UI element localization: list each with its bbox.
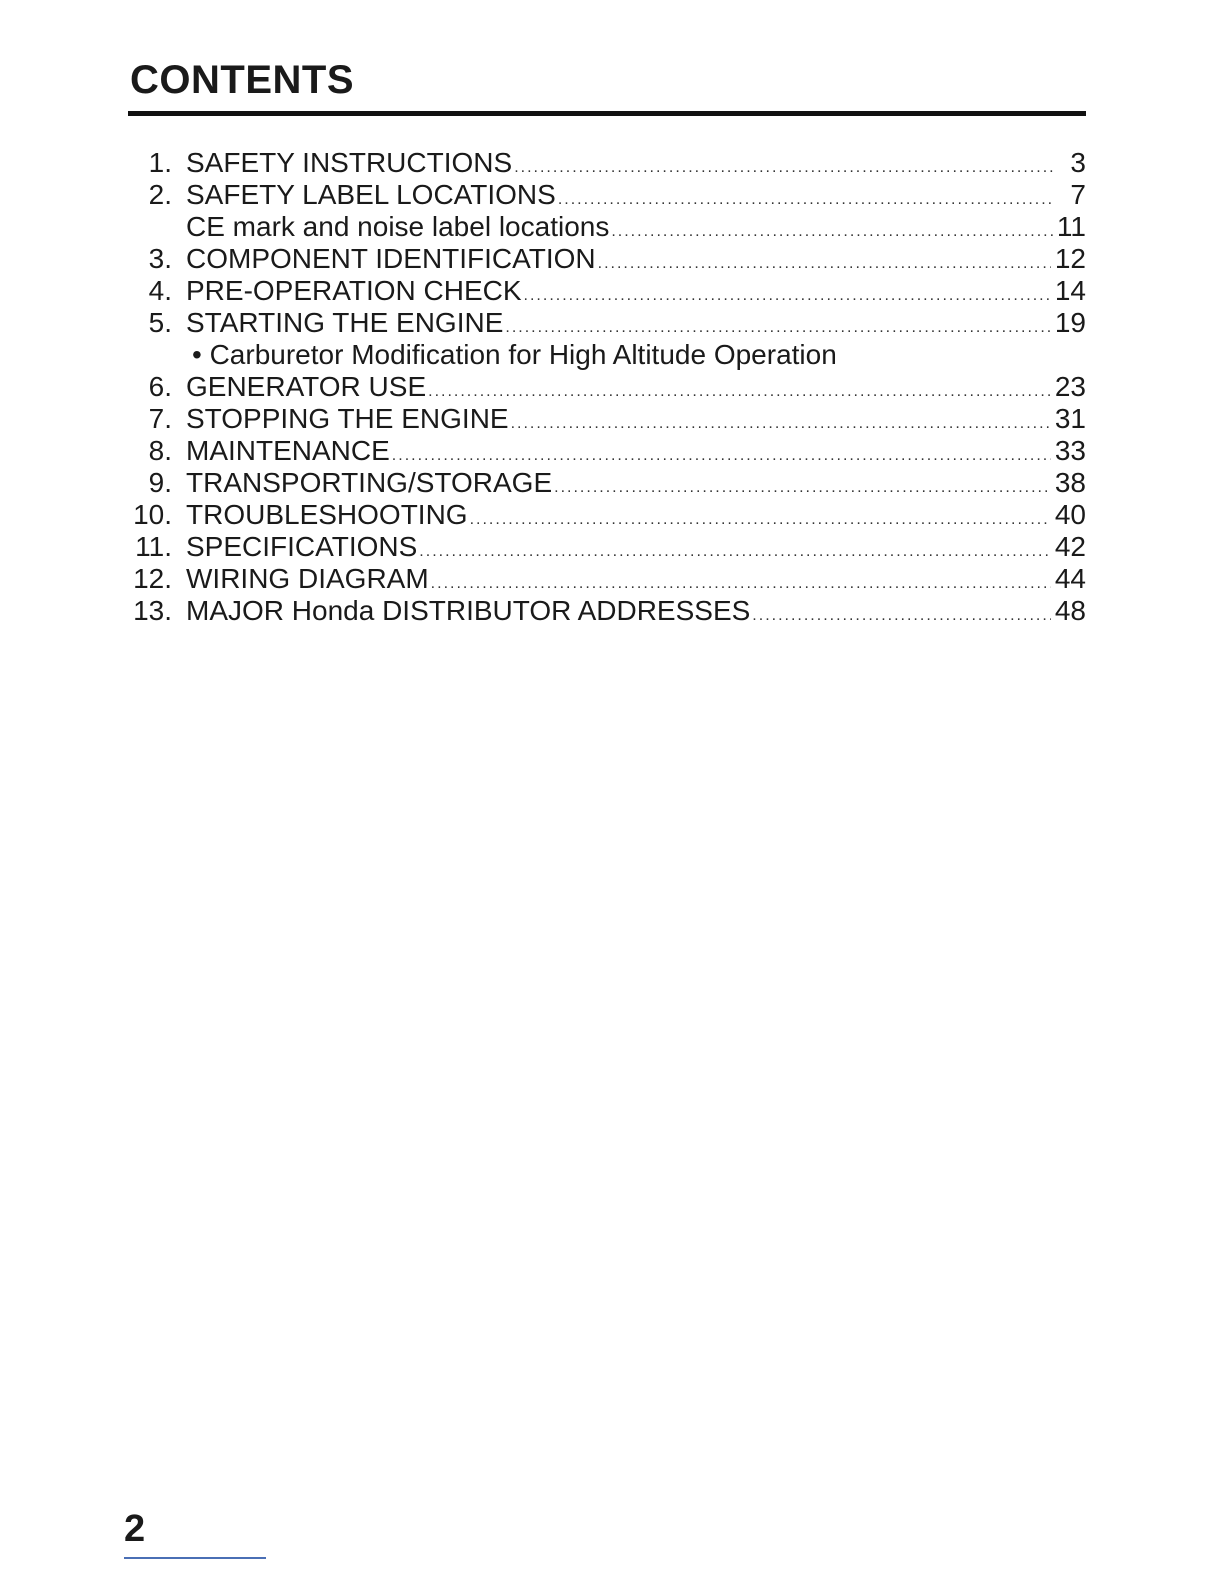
toc-entry-wiring-diagram[interactable] (124, 563, 1086, 595)
toc-entry-generator-use[interactable] (124, 371, 1086, 403)
toc-entry-page: 48 (1054, 595, 1086, 626)
toc-dot-leader (611, 216, 1053, 248)
toc-dot-leader (558, 184, 1054, 216)
toc-entry-number: 6. (148, 371, 172, 402)
toc-entry-number: 11. (135, 531, 172, 562)
toc-entry-number: 5. (148, 307, 172, 338)
toc-subentry-ce-mark[interactable] (124, 211, 1086, 243)
toc-entry-starting-the-engine[interactable] (124, 307, 1086, 339)
toc-entry-label: CE mark and noise label locations (186, 211, 610, 242)
toc-entry-number: 7. (148, 403, 172, 434)
toc-entry-page: 23 (1054, 371, 1086, 402)
toc-entry-page: 40 (1054, 499, 1086, 530)
toc-entry-label: WIRING DIAGRAM (186, 563, 429, 594)
toc-entry-transporting-storage[interactable] (124, 467, 1086, 499)
toc-entry-safety-label-locations[interactable] (124, 179, 1086, 211)
page-title: CONTENTS (130, 58, 354, 102)
toc-entry-component-identification[interactable] (124, 243, 1086, 275)
toc-entry-stopping-the-engine[interactable] (124, 403, 1086, 435)
toc-entry-number: 3. (148, 243, 172, 274)
toc-entry-number: 1. (148, 147, 172, 178)
toc-entry-label: SAFETY INSTRUCTIONS (186, 147, 513, 178)
toc-dot-leader (428, 376, 1051, 408)
toc-dot-leader (598, 248, 1051, 280)
toc-entry-page: 11 (1056, 211, 1086, 242)
toc-dot-leader (514, 152, 1054, 184)
toc-entry-label: • Carburetor Modification for High Altitude Operation (192, 339, 837, 370)
title-divider (128, 111, 1086, 116)
toc-entry-label: SAFETY LABEL LOCATIONS (186, 179, 556, 210)
toc-entry-label: SPECIFICATIONS (186, 531, 418, 562)
toc-entry-page: 3 (1070, 147, 1086, 178)
toc-entry-safety-instructions[interactable] (124, 147, 1086, 179)
toc-entry-label: STOPPING THE ENGINE (186, 403, 509, 434)
toc-dot-leader (470, 504, 1051, 536)
table-of-contents (124, 147, 1086, 627)
toc-entry-maintenance[interactable] (124, 435, 1086, 467)
toc-entry-distributor-addresses[interactable] (124, 595, 1086, 627)
toc-entry-number: 9. (148, 467, 172, 498)
toc-entry-number: 8. (148, 435, 172, 466)
toc-dot-leader (524, 280, 1051, 312)
toc-entry-page: 19 (1054, 307, 1086, 338)
toc-entry-page: 42 (1054, 531, 1086, 562)
toc-entry-page: 33 (1054, 435, 1086, 466)
toc-entry-number: 2. (148, 179, 172, 210)
toc-entry-page: 14 (1054, 275, 1086, 306)
toc-dot-leader (752, 600, 1051, 632)
toc-entry-label: GENERATOR USE (186, 371, 427, 402)
toc-entry-label: PRE-OPERATION CHECK (186, 275, 522, 306)
page-number: 2 (124, 1508, 146, 1550)
toc-entry-page: 12 (1054, 243, 1086, 274)
toc-entry-number: 13. (133, 595, 172, 626)
toc-entry-troubleshooting[interactable] (124, 499, 1086, 531)
toc-entry-page: 7 (1070, 179, 1086, 210)
toc-entry-number: 12. (133, 563, 172, 594)
toc-entry-specifications[interactable] (124, 531, 1086, 563)
toc-dot-leader (419, 536, 1051, 568)
toc-entry-label: TRANSPORTING/STORAGE (186, 467, 553, 498)
toc-entry-pre-operation-check[interactable] (124, 275, 1086, 307)
toc-entry-label: MAJOR Honda DISTRIBUTOR ADDRESSES (186, 595, 751, 626)
toc-entry-number: 10. (133, 499, 172, 530)
toc-entry-page: 38 (1054, 467, 1086, 498)
toc-dot-leader (554, 472, 1051, 504)
toc-entry-number: 4. (148, 275, 172, 306)
page-number-underline (124, 1557, 266, 1559)
toc-entry-label: MAINTENANCE (186, 435, 390, 466)
toc-entry-page: 44 (1054, 563, 1086, 594)
toc-entry-label: STARTING THE ENGINE (186, 307, 504, 338)
toc-entry-page: 31 (1054, 403, 1086, 434)
toc-entry-label: COMPONENT IDENTIFICATION (186, 243, 596, 274)
toc-entry-label: TROUBLESHOOTING (186, 499, 468, 530)
toc-dot-leader (511, 408, 1051, 440)
